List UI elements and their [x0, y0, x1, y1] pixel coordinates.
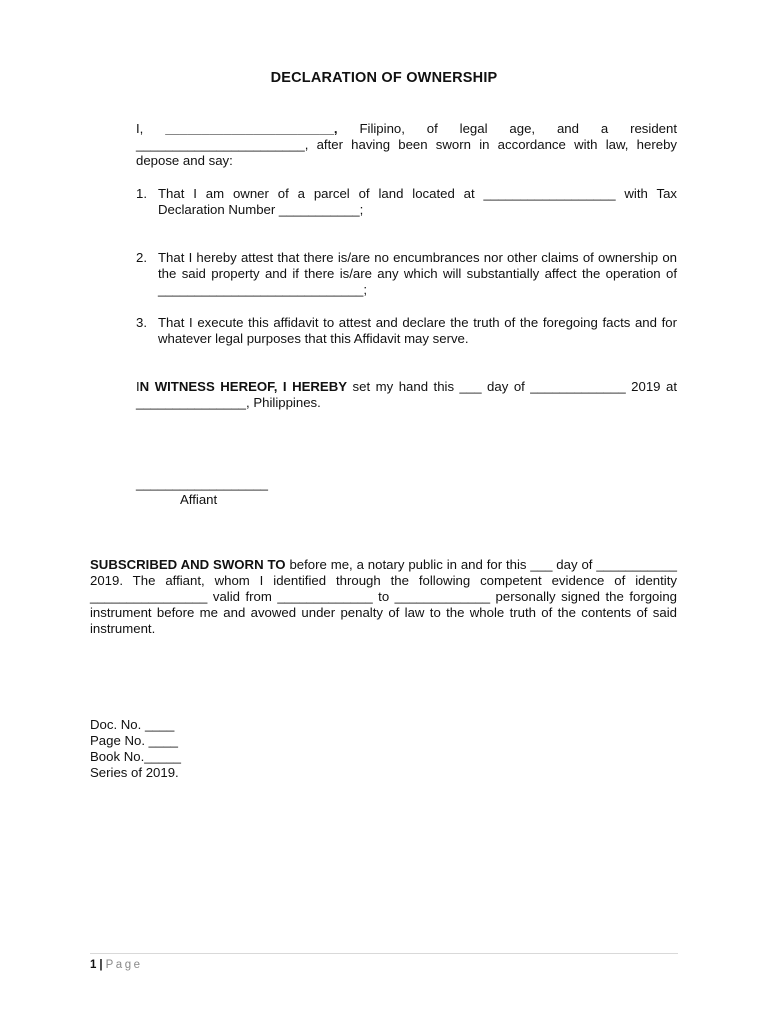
name-blank: _______________________,: [165, 121, 338, 136]
footer-divider: [90, 953, 678, 954]
witness-lead-bold: N WITNESS HEREOF, I HEREBY: [139, 379, 348, 394]
list-item-2: [136, 250, 677, 298]
witness-rest: set my hand this ___ day of _____________ 2019 at _______________, Philippines.: [136, 379, 677, 410]
list-item-text: That I am owner of a parcel of land located at __________________ with Tax Declaration Number ___________;: [158, 186, 677, 217]
witness-paragraph: [136, 379, 677, 411]
affiant-signature-line: __________________: [136, 476, 269, 491]
document-title: DECLARATION OF OWNERSHIP: [270, 70, 498, 86]
intro-paragraph: [136, 121, 677, 169]
list-item-text: That I hereby attest that there is/are no encumbrances nor other claims of ownership on the said property and if there is/are any which will substantially affect the operation of ____________________________;: [158, 250, 677, 297]
list-item-3: [136, 315, 677, 347]
book-no: Book No._____: [90, 749, 181, 764]
list-item-number: 3.: [136, 315, 147, 330]
intro-prefix: I,: [136, 121, 166, 136]
list-item-1: [136, 186, 677, 218]
doc-no: Doc. No. ____: [90, 717, 175, 732]
intro-rest: Filipino, of legal age, and a resident _______________________, after having been sworn in accordance with law, hereby depose and say:: [136, 121, 677, 168]
subscribed-rest: before me, a notary public in and for this ___ day of ___________ 2019. The affiant, whom I identified through the following competent evidence of identity ________________ valid from _____________ to _____________ personally signed the forgoing instrument before me and avowed under penalty of law to the whole truth of the contents of said instrument.: [90, 557, 677, 636]
series: Series of 2019.: [90, 765, 179, 780]
list-item-number: 1.: [136, 186, 147, 201]
footer-page-word: Page: [105, 959, 143, 971]
notary-refs: [90, 717, 181, 781]
subscribed-paragraph: [90, 557, 677, 637]
page-no: Page No. ____: [90, 733, 178, 748]
footer-separator: |: [99, 959, 103, 971]
subscribed-lead-bold: SUBSCRIBED AND SWORN TO: [90, 557, 286, 572]
footer-page-number: 1: [90, 959, 97, 971]
list-item-text: That I execute this affidavit to attest and declare the truth of the foregoing facts and for whatever legal purposes that this Affidavit may serve.: [158, 315, 677, 346]
witness-lead: I: [136, 379, 140, 394]
page-footer: [90, 957, 142, 973]
affiant-label: Affiant: [180, 492, 218, 507]
list-item-number: 2.: [136, 250, 147, 265]
